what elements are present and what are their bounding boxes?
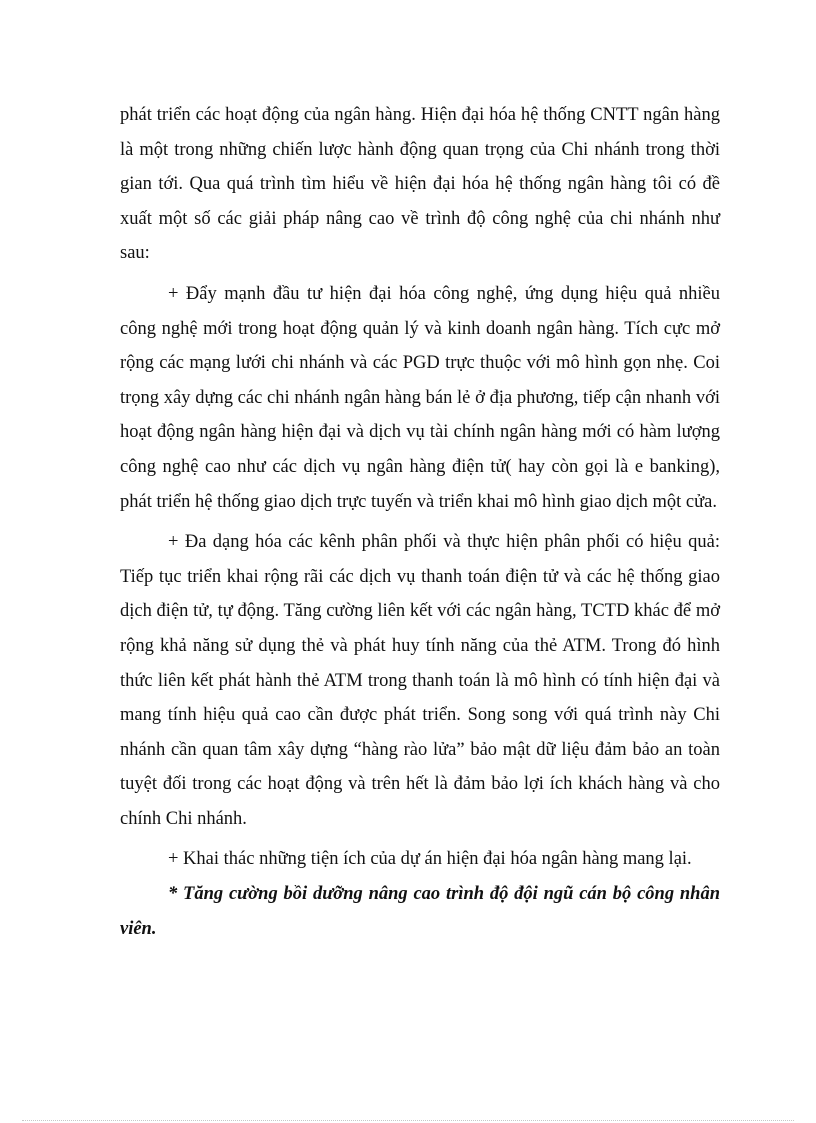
paragraph-distribution-channels: + Đa dạng hóa các kênh phân phối và thực hiện phân phối có hiệu quả: Tiếp tục triển khai rộng rãi các dịch vụ thanh toán điện tử và các hệ thống giao dịch điện tử, tự động. Tăng cường liên kết với các ngân hàng, TCTD khác để mở rộng khả năng sử dụng thẻ và phát huy tính năng của thẻ ATM. Trong đó hình thức liên kết phát hành thẻ ATM trong thanh toán là mô hình có tính hiện đại và mang tính hiệu quả cao cần được phát triển. Song song với quá trình này Chi nhánh cần quan tâm xây dựng “hàng rào lửa” bảo mật dữ liệu đảm bảo an toàn tuyệt đối trong các hoạt động và trên hết là đảm bảo lợi ích khách hàng và cho chính Chi nhánh. (120, 532, 720, 829)
paragraph-technology-investment: + Đẩy mạnh đầu tư hiện đại hóa công nghệ, ứng dụng hiệu quả nhiều công nghệ mới trong hoạt động quản lý và kinh doanh ngân hàng. Tích cực mở rộng các mạng lưới chi nhánh và các PGD trực thuộc với mô hình gọn nhẹ. Coi trọng xây dựng các chi nhánh ngân hàng bán lẻ ở địa phương, tiếp cận nhanh với hoạt động ngân hàng hiện đại và dịch vụ tài chính ngân hàng mới có hàm lượng công nghệ cao như các dịch vụ ngân hàng điện tử( hay còn gọi là e banking), phát triển hệ thống giao dịch trực tuyến và triển khai mô hình giao dịch một cửa. (120, 283, 720, 512)
document-body (120, 98, 720, 946)
paragraph-intro: phát triển các hoạt động của ngân hàng. Hiện đại hóa hệ thống CNTT ngân hàng là một trong những chiến lược hành động quan trọng của Chi nhánh trong thời gian tới. Qua quá trình tìm hiểu về hiện đại hóa hệ thống ngân hàng tôi có đề xuất một số các giải pháp nâng cao về trình độ công nghệ của chi nhánh như sau: (120, 105, 720, 264)
page-break-divider (22, 1120, 794, 1121)
paragraph-exploit-utilities: + Khai thác những tiện ích của dự án hiện đại hóa ngân hàng mang lại. (168, 849, 692, 870)
section-heading-staff-training: * Tăng cường bồi dưỡng nâng cao trình độ đội ngũ cán bộ công nhân viên. (120, 884, 720, 939)
